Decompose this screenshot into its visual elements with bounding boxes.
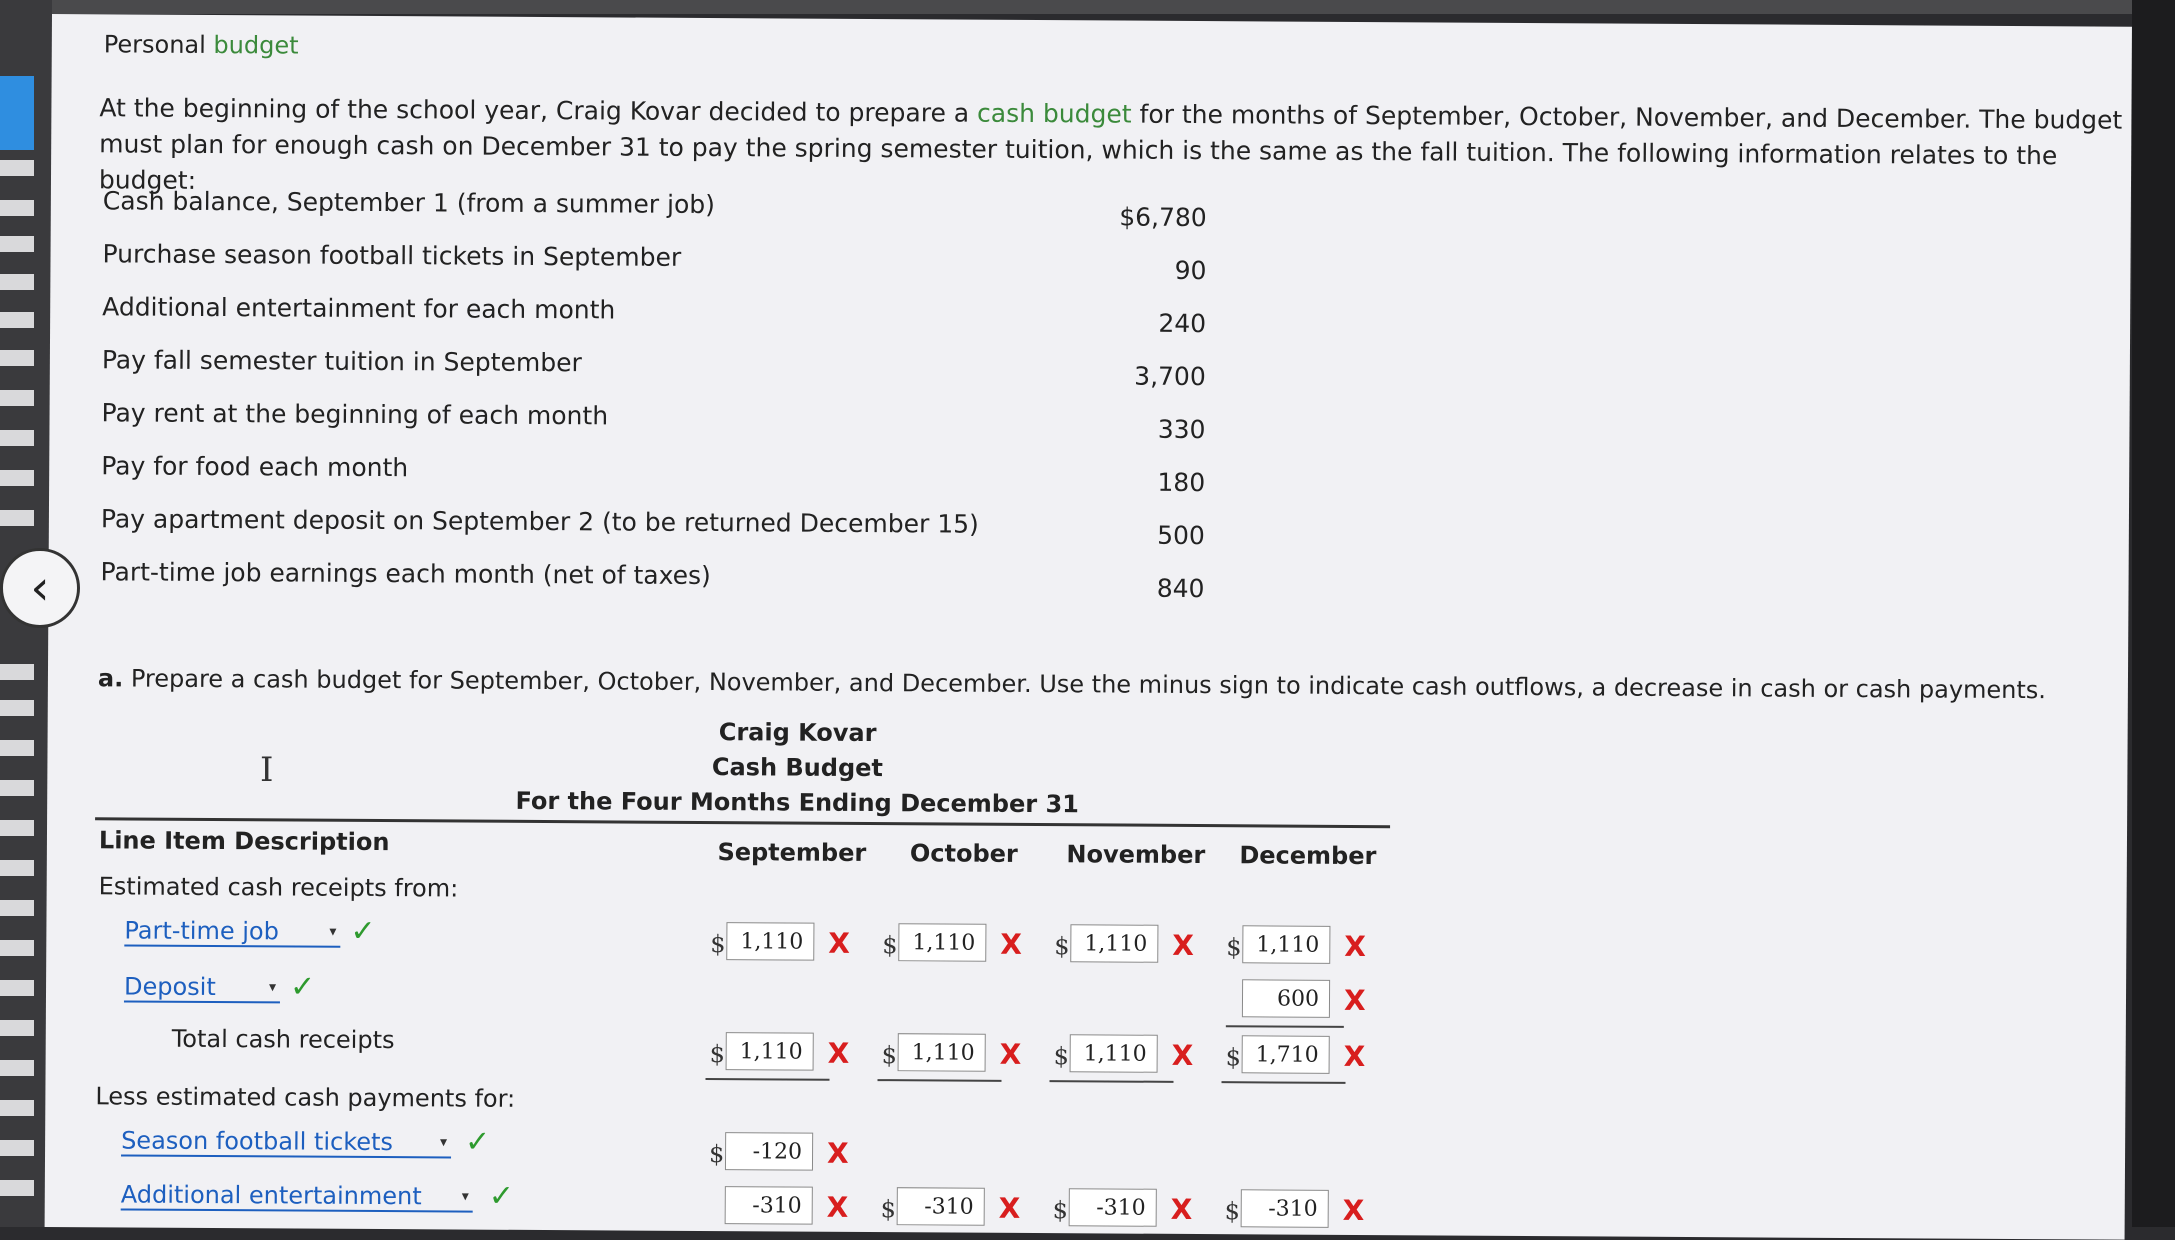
sidebar-item[interactable] — [0, 350, 34, 366]
intro-text-2: for the months of September, October, November, and December. The budget must plan for enough cash on December 31 to pay the spring semester tuition, which is the same as the fall tuition. The following information relates to the budget: — [98, 99, 2123, 195]
amount-input-nov-parttime[interactable]: 1,110 — [1070, 924, 1158, 963]
line-item-select-entertainment[interactable] — [121, 1180, 473, 1212]
line-item-select-parttime[interactable] — [124, 916, 340, 947]
sidebar-item[interactable] — [0, 1060, 34, 1076]
currency-symbol: $ — [1224, 1197, 1241, 1226]
select-value: Additional entertainment — [120, 1180, 422, 1211]
sidebar-item[interactable] — [0, 860, 34, 876]
incorrect-x-icon: X — [826, 1136, 849, 1170]
info-label: Pay fall semester tuition in September — [101, 345, 582, 378]
right-edge — [2132, 0, 2175, 1227]
currency-symbol: $ — [1226, 933, 1242, 962]
top-edge — [52, 0, 2132, 14]
select-value: Part-time job — [124, 916, 279, 946]
sidebar-item[interactable] — [0, 740, 34, 756]
incorrect-x-icon: X — [998, 1191, 1021, 1225]
incorrect-x-icon: X — [1170, 1192, 1193, 1226]
sidebar-item[interactable] — [0, 1100, 34, 1116]
currency-symbol: $ — [708, 1140, 725, 1169]
currency-symbol: $ — [710, 930, 726, 959]
total-rule — [1049, 1080, 1173, 1083]
sidebar-item[interactable] — [0, 820, 34, 836]
sidebar-item[interactable] — [0, 312, 34, 328]
total-rule — [877, 1079, 1001, 1082]
line-item-select-football[interactable] — [121, 1126, 451, 1158]
sidebar-item[interactable] — [0, 664, 34, 680]
amount-input-sep-total-receipts[interactable]: 1,110 — [726, 1032, 814, 1071]
payments-section-label: Less estimated cash payments for: — [95, 1082, 516, 1113]
total-receipts-label: Total cash receipts — [171, 1024, 395, 1055]
currency-symbol: $ — [1054, 932, 1070, 961]
sidebar-item[interactable] — [0, 430, 34, 446]
budget-heading-name: Craig Kovar — [718, 718, 877, 748]
sidebar-item[interactable] — [0, 1140, 34, 1156]
line-item-select-deposit[interactable] — [124, 972, 280, 1003]
incorrect-x-icon: X — [1171, 1038, 1194, 1072]
col-header-desc: Line Item Description — [98, 826, 390, 857]
currency-symbol: $ — [882, 931, 898, 960]
total-rule — [706, 1078, 830, 1081]
sidebar-item[interactable] — [0, 700, 34, 716]
sidebar-item[interactable] — [0, 470, 34, 486]
sidebar-item[interactable] — [0, 1180, 34, 1196]
sidebar-item[interactable] — [0, 200, 34, 216]
sidebar-item[interactable] — [0, 390, 34, 406]
incorrect-x-icon: X — [1344, 929, 1367, 964]
glossary-link-cash-budget[interactable]: cash budget — [977, 98, 1132, 129]
incorrect-x-icon: X — [828, 926, 851, 960]
info-value: 500 — [1157, 520, 1205, 551]
amount-input-sep-football[interactable]: -120 — [725, 1132, 813, 1171]
info-label: Cash balance, September 1 (from a summer job) — [102, 186, 716, 220]
question-a — [98, 664, 2046, 704]
intro-text-1: At the beginning of the school year, Craig Kovar decided to prepare a — [99, 93, 970, 128]
subtotal-rule — [1226, 1025, 1344, 1028]
back-chevron-icon[interactable]: ‹ — [0, 548, 80, 628]
sidebar-item[interactable] — [0, 236, 34, 252]
budget-heading-title: Cash Budget — [711, 753, 884, 783]
sidebar-item[interactable] — [0, 274, 34, 290]
amount-input-nov-entertainment[interactable]: -310 — [1069, 1188, 1157, 1227]
incorrect-x-icon: X — [1000, 927, 1023, 961]
col-header-december: December — [1239, 841, 1377, 871]
sidebar-item[interactable] — [0, 980, 34, 996]
sidebar-item[interactable] — [0, 510, 34, 526]
sidebar-item[interactable] — [0, 780, 34, 796]
check-icon: ✓ — [350, 913, 376, 949]
receipts-section-label: Estimated cash receipts from: — [98, 872, 459, 903]
amount-input-oct-total-receipts[interactable]: 1,110 — [898, 1033, 986, 1072]
dropdown-arrow-icon: ▾ — [440, 1134, 448, 1151]
page-title — [104, 30, 299, 59]
amount-input-oct-parttime[interactable]: 1,110 — [898, 923, 986, 962]
sidebar-item[interactable] — [0, 160, 34, 176]
incorrect-x-icon: X — [999, 1037, 1022, 1071]
dropdown-arrow-icon: ▾ — [329, 923, 337, 940]
check-icon: ✓ — [289, 969, 316, 1005]
amount-input-dec-parttime[interactable]: 1,110 — [1242, 925, 1330, 964]
currency-symbol: $ — [881, 1041, 898, 1070]
info-value: 3,700 — [1134, 361, 1206, 392]
question-panel — [45, 14, 2132, 1240]
info-value: 840 — [1156, 573, 1205, 604]
info-value: 90 — [1174, 255, 1207, 286]
text-cursor-icon: I — [260, 750, 274, 790]
incorrect-x-icon: X — [1342, 1193, 1365, 1228]
currency-symbol: $ — [1052, 1196, 1069, 1225]
check-icon: ✓ — [488, 1178, 515, 1214]
dropdown-arrow-icon: ▾ — [461, 1188, 469, 1205]
select-value: Season football tickets — [121, 1126, 394, 1157]
incorrect-x-icon: X — [1172, 928, 1195, 962]
sidebar-item[interactable] — [0, 900, 34, 916]
amount-input-dec-total-receipts[interactable]: 1,710 — [1242, 1035, 1330, 1074]
amount-input-oct-entertainment[interactable]: -310 — [897, 1187, 985, 1226]
info-value: 240 — [1158, 308, 1207, 339]
sidebar-item[interactable] — [0, 940, 34, 956]
incorrect-x-icon: X — [1343, 1039, 1366, 1074]
incorrect-x-icon: X — [826, 1190, 849, 1224]
col-header-september: September — [717, 838, 867, 867]
info-label: Pay for food each month — [101, 451, 409, 483]
amount-input-sep-parttime[interactable]: 1,110 — [726, 922, 814, 961]
dropdown-arrow-icon: ▾ — [268, 979, 277, 996]
info-label: Pay rent at the beginning of each month — [101, 398, 609, 431]
info-label: Additional entertainment for each month — [102, 292, 616, 325]
total-rule — [1221, 1081, 1345, 1084]
sidebar-item[interactable] — [0, 1020, 34, 1036]
title-prefix: Personal — [103, 30, 206, 59]
sidebar-active-item[interactable] — [0, 76, 34, 150]
currency-symbol: $ — [1225, 1043, 1242, 1072]
check-icon: ✓ — [465, 1124, 491, 1160]
amount-input-dec-deposit[interactable]: 600 — [1242, 979, 1330, 1018]
glossary-link-budget[interactable]: budget — [213, 30, 299, 60]
currency-symbol: $ — [709, 1040, 726, 1069]
info-label: Purchase season football tickets in September — [102, 239, 682, 272]
question-text: Prepare a cash budget for September, October, November, and December. Use the minus sign to indicate cash outflows, a decrease in cash or cash payments. — [130, 664, 2047, 705]
info-value: 330 — [1157, 414, 1206, 445]
info-label: Pay apartment deposit on September 2 (to be returned December 15) — [100, 504, 979, 539]
incorrect-x-icon: X — [827, 1036, 850, 1070]
budget-heading-period: For the Four Months Ending December 31 — [515, 786, 1079, 819]
amount-input-dec-entertainment[interactable]: -310 — [1241, 1189, 1329, 1228]
select-value: Deposit — [123, 972, 216, 1002]
currency-symbol: $ — [1053, 1042, 1070, 1071]
info-value: 180 — [1157, 467, 1206, 498]
incorrect-x-icon: X — [1343, 983, 1366, 1018]
info-label: Part-time job earnings each month (net of taxes) — [100, 557, 711, 591]
amount-input-nov-total-receipts[interactable]: 1,110 — [1070, 1034, 1158, 1073]
col-header-november: November — [1066, 840, 1206, 870]
currency-symbol: $ — [880, 1195, 897, 1224]
amount-input-sep-entertainment[interactable]: -310 — [725, 1186, 813, 1225]
question-letter: a. — [97, 664, 124, 693]
col-header-october: October — [909, 839, 1018, 868]
info-value: $6,780 — [1119, 202, 1207, 233]
